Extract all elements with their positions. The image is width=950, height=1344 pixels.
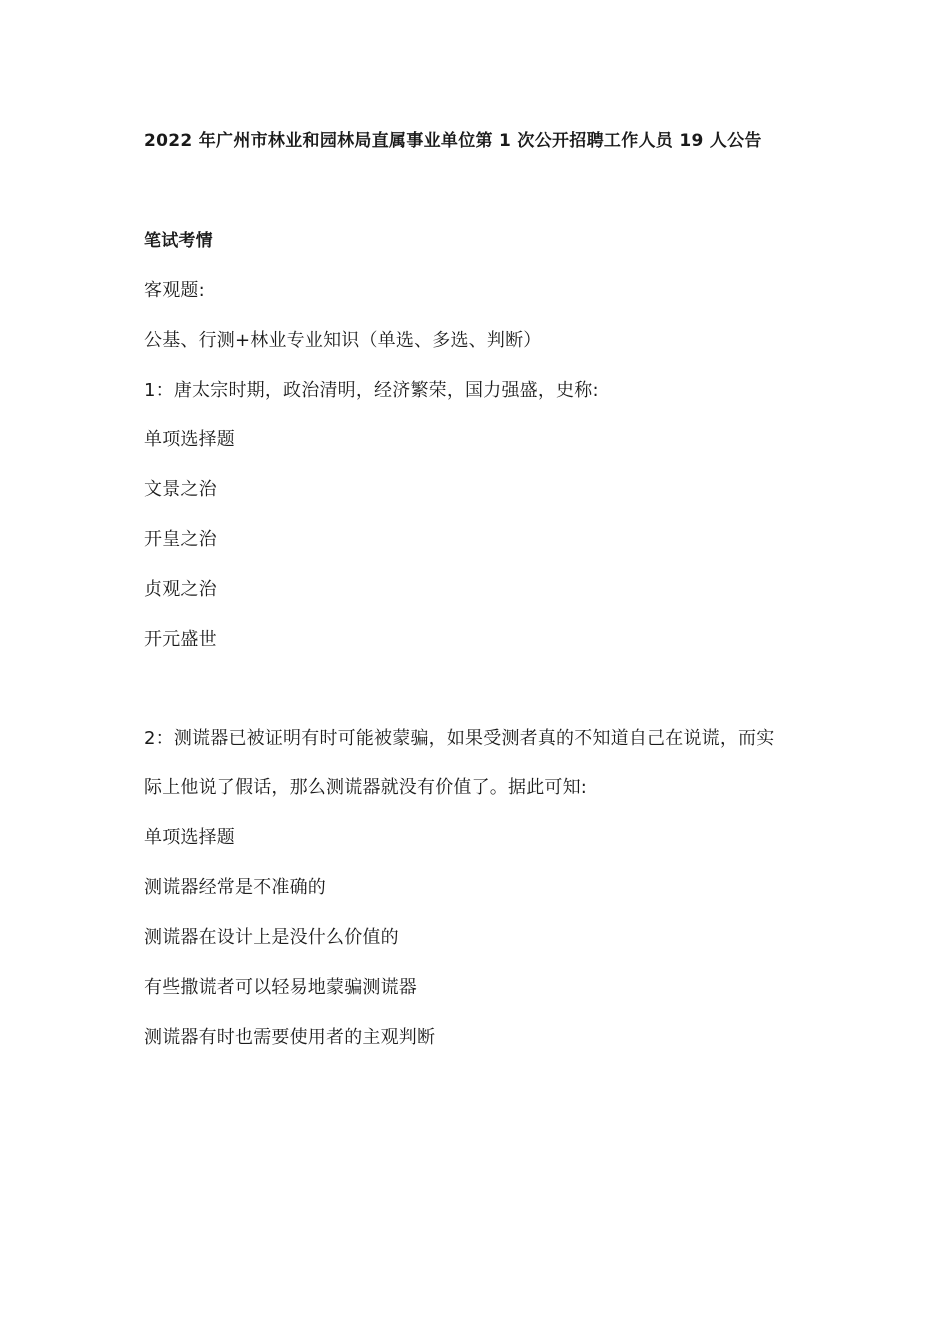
question-1-stem: 1：唐太宗时期，政治清明，经济繁荣，国力强盛，史称: <box>144 380 599 401</box>
question-2-option-c: 有些撒谎者可以轻易地蒙骗测谎器 <box>144 977 417 998</box>
objective-label: 客观题: <box>144 280 205 301</box>
question-2-type: 单项选择题 <box>144 827 235 848</box>
question-1-option-c: 贞观之治 <box>144 579 217 600</box>
subjects-text: 公基、行测+林业专业知识（单选、多选、判断） <box>144 330 542 351</box>
question-2-stem-line2: 际上他说了假话，那么测谎器就没有价值了。据此可知: <box>144 777 588 798</box>
question-1-option-b: 开皇之治 <box>144 529 217 550</box>
document-title: 2022 年广州市林业和园林局直属事业单位第 1 次公开招聘工作人员 19 人公告 <box>144 131 762 151</box>
question-2-stem-line1: 2：测谎器已被证明有时可能被蒙骗，如果受测者真的不知道自己在说谎，而实 <box>144 728 775 749</box>
question-2-option-b: 测谎器在设计上是没什么价值的 <box>144 927 399 948</box>
question-1-type: 单项选择题 <box>144 429 235 450</box>
question-1-option-a: 文景之治 <box>144 479 217 500</box>
question-2-option-a: 测谎器经常是不准确的 <box>144 877 326 898</box>
question-2-option-d: 测谎器有时也需要使用者的主观判断 <box>144 1027 436 1048</box>
section-heading: 笔试考情 <box>144 231 213 251</box>
question-1-option-d: 开元盛世 <box>144 629 217 650</box>
